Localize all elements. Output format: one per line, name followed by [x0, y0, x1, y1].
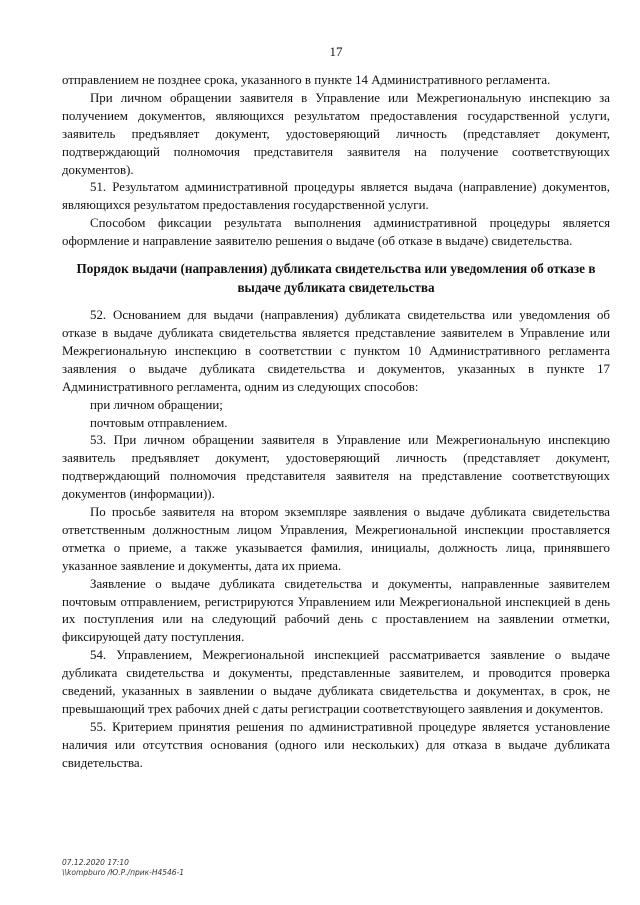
- paragraph: 52. Основанием для выдачи (направления) дубликата свидетельства или уведомления об отказе в выдаче дубликата свидетельства является представление заявителем в Управление или Межрегиональную инспекцию в соответствии с пунктом 10 Административного регламента заявления о выдаче дубликата свидетельства и документов, указанных в пункте 17 Административного регламента, одним из следующих способов:: [62, 308, 610, 394]
- top-paragraphs: [62, 72, 610, 251]
- footer-timestamp: 07.12.2020 17:10: [62, 858, 129, 867]
- footer-file-path: \\kompburo /Ю.Р./прик-Н4546-1: [62, 868, 185, 877]
- paragraph: Заявление о выдаче дубликата свидетельства и документы, направленные заявителем почтовым отправлением, регистрируются Управлением или Межрегиональной инспекцией в день их поступления или на следующий рабочий день с проставлением на заявлении отметки, фиксирующей дату поступления.: [62, 576, 610, 645]
- section-heading: Порядок выдачи (направления) дубликата свидетельства или уведомления об отказе в выдаче дубликата свидетельства: [76, 261, 596, 296]
- paragraph: 55. Критерием принятия решения по административной процедуре является установление наличия или отсутствия основания (одного или нескольких) для отказа в выдаче дубликата свидетельства.: [62, 719, 610, 770]
- paragraph: 53. При личном обращении заявителя в Управление или Межрегиональную инспекцию заявитель предъявляет документ, удостоверяющий личность (представляет документ, подтверждающий полномочия представителя заявителя на представление соответствующих документов (информации)).: [62, 433, 610, 502]
- document-footer: [62, 858, 184, 878]
- paragraph: 51. Результатом административной процедуры является выдача (направление) документов, являющихся результатом предоставления государственной услуги.: [62, 180, 610, 213]
- paragraph: отправлением не позднее срока, указанного в пункте 14 Административного регламента.: [62, 73, 551, 87]
- paragraph: почтовым отправлением.: [90, 415, 228, 430]
- paragraph: при личном обращении;: [90, 397, 223, 412]
- bottom-paragraphs: [62, 307, 610, 773]
- page-number: 17: [329, 44, 343, 59]
- paragraph: Способом фиксации результата выполнения административной процедуры является оформление и направление заявителю решения о выдаче (об отказе в выдаче) свидетельства.: [62, 216, 610, 249]
- paragraph: При личном обращении заявителя в Управление или Межрегиональную инспекцию за получением документов, являющихся результатом предоставления государственной услуги, заявитель предъявляет документ, удостоверяющий личность (представляет документ, подтверждающий полномочия представителя заявителя на получение соответствующих документов).: [62, 90, 610, 177]
- paragraph: По просьбе заявителя на втором экземпляре заявления о выдаче дубликата свидетельства ответственным должностным лицом Управления, Межрегиональной инспекции проставляется отметка о приеме, а также указывается фамилия, инициалы, должность лица, принявшего указанное заявление и документы, дата их приема.: [62, 505, 610, 573]
- paragraph: 54. Управлением, Межрегиональной инспекцией рассматривается заявление о выдаче дубликата свидетельства и документы, представленные заявителем, и проводится проверка сведений, указанных в заявлении о выдаче дубликата свидетельства и документах, в срок, не превышающий трех рабочих дней с даты регистрации соответствующего заявления и документов.: [62, 648, 610, 716]
